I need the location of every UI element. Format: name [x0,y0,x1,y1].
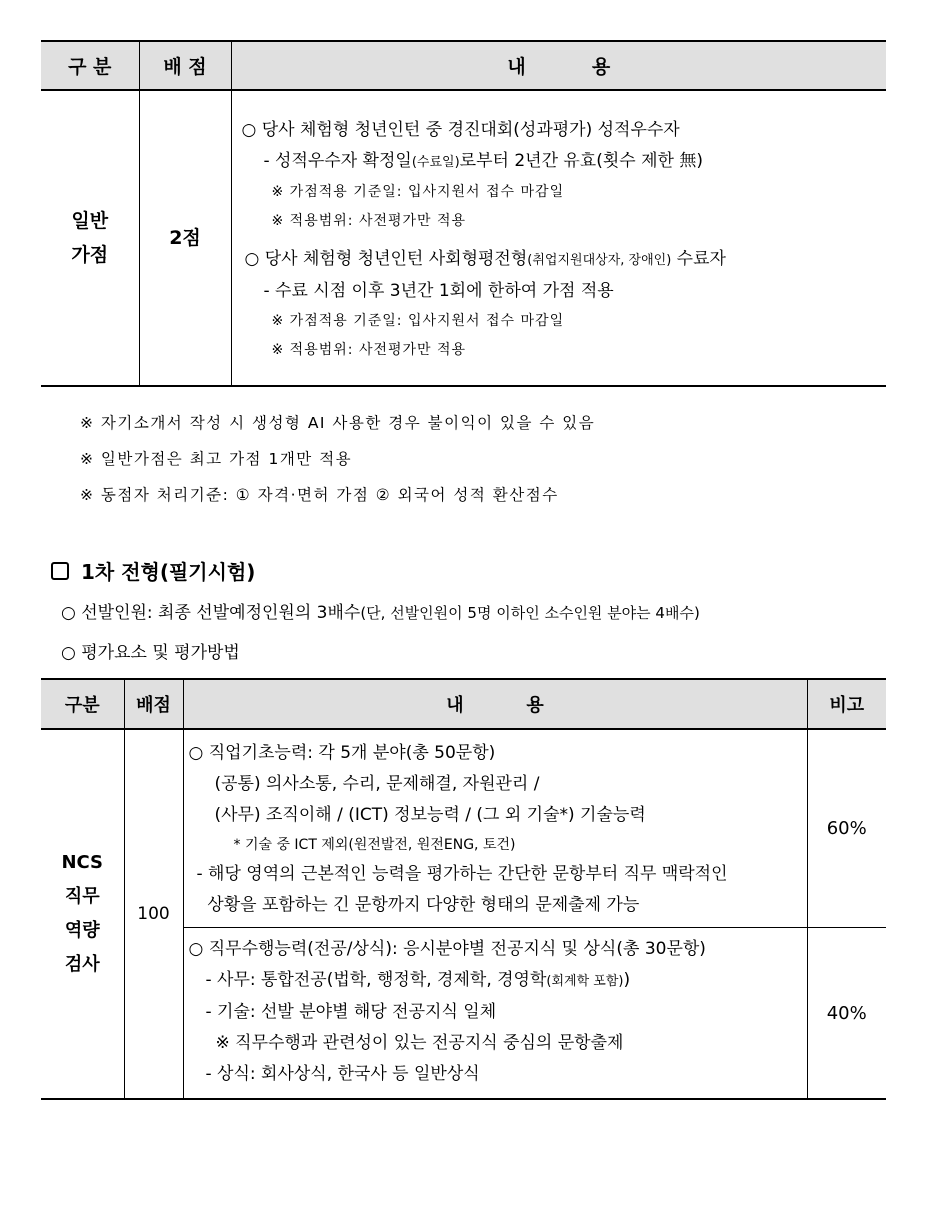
table-row [41,90,886,386]
table-header-row [41,679,886,729]
remarks-cell-1: 60% [807,729,886,928]
row1-line-1: (공통) 의사소통, 수리, 문제해결, 자원관리 / [214,774,540,794]
score-cell: 100 [124,729,183,1099]
note-1: ※ 자기소개서 작성 시 생성형 AI 사용한 경우 불이익이 있을 수 있음 [80,414,596,432]
bonus-points-table [41,40,886,387]
row2-line1-small: (회계학 포함) [546,974,624,989]
header-score: 배점 [124,679,183,729]
row1-ref: * 기술 중 ICT 제외(원전발전, 원전ENG, 토건) [233,837,516,853]
item2-ref-1: ※ 가점적용 기준일: 입사지원서 접수 마감일 [271,313,565,329]
notes-list [80,409,595,517]
table-header-row [41,41,886,90]
category-line-1: 일반 [71,210,109,232]
section-title: 1차 전형(필기시험) [81,560,256,584]
row1-title: ○ 직업기초능력: 각 5개 분야(총 50문항) [188,743,496,763]
item1-ref-1: ※ 가점적용 기준일: 입사지원서 접수 마감일 [271,184,565,200]
section-heading [51,556,255,585]
item1-detail-small: (수료일) [411,155,460,170]
checkbox-square-icon [51,562,69,580]
item2-title-small: (취업지원대상자, 장애인) [527,253,672,268]
remarks-cell-2: 40% [807,928,886,1100]
content-cell-2 [183,928,807,1100]
category-line-2: 가점 [71,244,109,266]
item2-ref-2: ※ 적용범위: 사전평가만 적용 [271,342,467,358]
score-cell: 2점 [139,90,231,386]
item1-detail-pre: - 성적우수자 확정일 [263,151,412,171]
header-category: 구분 [41,679,124,729]
selection-small: (단, 선발인원이 5명 이하인 소수인원 분야는 4배수) [360,604,700,622]
header-content: 내 용 [231,41,886,90]
item1-ref-2: ※ 적용범위: 사전평가만 적용 [271,213,467,229]
category-line-1: NCS [61,852,104,873]
row2-line-1 [189,965,807,997]
category-cell [41,90,139,386]
item2-detail: - 수료 시점 이후 3년간 1회에 한하여 가점 적용 [263,281,614,301]
item2-title [242,244,887,276]
row2-line-4: - 상식: 회사상식, 한국사 등 일반상식 [205,1064,480,1084]
row1-detail-2: 상황을 포함하는 긴 문항까지 다양한 형태의 문제출제 가능 [196,895,640,915]
row1-detail-1: - 해당 영역의 근본적인 능력을 평가하는 간단한 문항부터 직무 맥락적인 [196,864,728,884]
header-category: 구 분 [41,41,139,90]
item1-detail [242,146,887,178]
item2-title-post: 수료자 [671,249,726,269]
category-line-3: 역량 [64,920,100,941]
content-cell [231,90,886,386]
category-line-2: 직무 [64,886,100,907]
row2-line1-post: ) [623,970,631,990]
row2-line-2: - 기술: 선발 분야별 해당 전공지식 일체 [205,1002,497,1022]
row1-line-2: (사무) 조직이해 / (ICT) 정보능력 / (그 외 기술*) 기술능력 [214,805,646,825]
note-3: ※ 동점자 처리기준: ① 자격·면허 가점 ② 외국어 성적 환산점수 [80,486,559,504]
selection-main: ○ 선발인원: 최종 선발예정인원의 3배수 [61,603,361,623]
row2-line1-pre: - 사무: 통합전공(법학, 행정학, 경제학, 경영학 [205,970,547,990]
item1-detail-post: 로부터 2년간 유효(횟수 제한 無) [459,151,703,171]
evaluation-bullet: ○ 평가요소 및 평가방법 [61,643,240,663]
item1-title: ○ 당사 체험형 청년인턴 중 경진대회(성과평가) 성적우수자 [241,120,680,140]
selection-bullet [61,598,700,623]
note-2: ※ 일반가점은 최고 가점 1개만 적용 [80,450,353,468]
written-test-table [41,678,886,1100]
content-cell-1 [183,729,807,928]
row2-title: ○ 직무수행능력(전공/상식): 응시분야별 전공지식 및 상식(총 30문항) [188,939,706,959]
header-content: 내 용 [183,679,807,729]
header-remarks: 비고 [807,679,886,729]
table-row [41,729,886,928]
item2-title-pre: ○ 당사 체험형 청년인턴 사회형평전형 [244,249,528,269]
category-cell [41,729,124,1099]
header-score: 배 점 [139,41,231,90]
category-line-4: 검사 [64,954,100,975]
row2-line-3: ※ 직무수행과 관련성이 있는 전공지식 중심의 문항출제 [215,1033,624,1053]
